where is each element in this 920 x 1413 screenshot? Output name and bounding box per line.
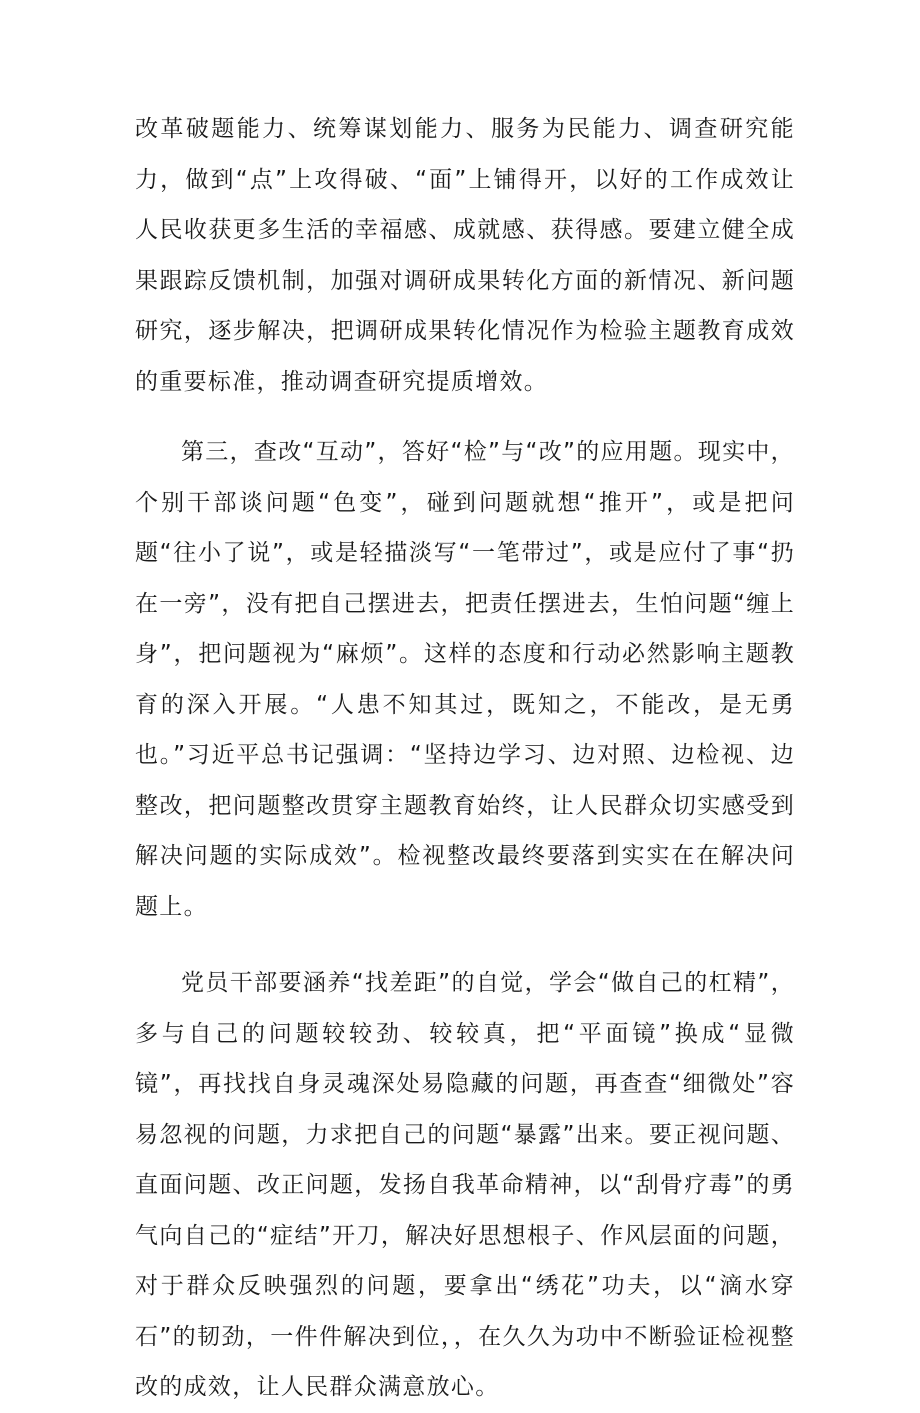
paragraph-section-three: 第三，查改“互动”，答好“检”与“改”的应用题。现实中，个别干部谈问题“色变”，碰到问题就想“推开”，或是把问题“往小了说”，或是轻描淡写“一笔带过”，或是应付了事“扔在一旁”，没有把自己摆进去，把责任摆进去，生怕问题“缠上身”，把问题视为“麻烦”。这样的态度和行动必然影响主题教育的深入开展。“人患不知其过，既知之，不能改，是无勇也。”习近平总书记强调：“坚持边学习、边对照、边检视、边整改，把问题整改贯穿主题教育始终，让人民群众切实感受到解决问题的实际成效”。检视整改最终要落到实实在在解决问题上。	[135, 439, 795, 920]
paragraph-continuation: 改革破题能力、统筹谋划能力、服务为民能力、调查研究能力，做到“点”上攻得破、“面”上铺得开，以好的工作成效让人民收获更多生活的幸福感、成就感、获得感。要建立健全成果跟踪反馈机制，加强对调研成果转化方面的新情况、新问题研究，逐步解决，把调研成果转化情况作为检验主题教育成效的重要标准，推动调查研究提质增效。	[135, 116, 795, 395]
paragraph-party-members: 党员干部要涵养“找差距”的自觉，学会“做自己的杠精”，多与自己的问题较较劲、较较真，把“平面镜”换成“显微镜”，再找找自身灵魂深处易隐藏的问题，再查查“细微处”容易忽视的问题，力求把自己的问题“暴露”出来。要正视问题、直面问题、改正问题，发扬自我革命精神，以“刮骨疗毒”的勇气向自己的“症结”开刀，解决好思想根子、作风层面的问题，对于群众反映强烈的问题，要拿出“绣花”功夫，以“滴水穿石”的韧劲，一件件解决到位，，在久久为功中不断验证检视整改的成效，让人民群众满意放心。	[135, 970, 795, 1400]
document-body	[135, 104, 795, 1413]
